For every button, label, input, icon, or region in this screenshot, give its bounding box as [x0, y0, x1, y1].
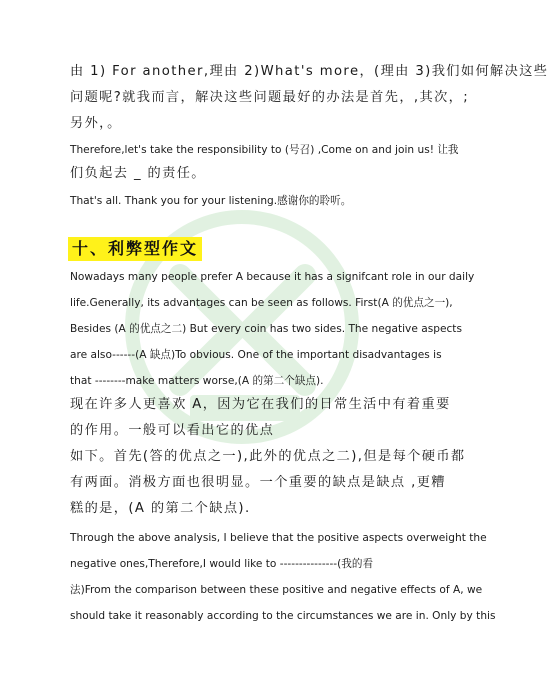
- text-line: 的作用。一般可以看出它的优点: [70, 423, 275, 438]
- text-line: Therefore,let's take the responsibility to (号召) ,Come on and join us! 让我: [70, 144, 459, 156]
- text-line: Nowadays many people prefer A because it has a signifcant role in our daily: [70, 271, 475, 283]
- text-line: life.Generally, its advantages can be seen as follows. First(A 的优点之一),: [70, 297, 453, 309]
- text-line: negative ones,Therefore,I would like to ---------------(我的看: [70, 558, 374, 570]
- text-line: 们负起去 _ 的责任。: [70, 166, 206, 181]
- text-line: 有两面。消极方面也很明显。一个重要的缺点是缺点 ,更糟: [70, 475, 446, 490]
- text-line: 由 1) For another,理由 2)What's more，(理由 3)我们如何解决这些: [70, 64, 548, 79]
- text-line: 糕的是，(A 的第二个缺点).: [70, 501, 251, 516]
- text-line: 另外，。: [70, 116, 122, 131]
- text-line: Besides (A 的优点之二) But every coin has two sides. The negative aspects: [70, 323, 462, 335]
- text-line: Through the above analysis, I believe that the positive aspects overweight the: [70, 532, 487, 544]
- text-line: that --------make matters worse,(A 的第二个缺点).: [70, 375, 324, 387]
- section-heading: 十、利弊型作文: [68, 237, 202, 261]
- text-line: 问题呢?就我而言，解决这些问题最好的办法是首先，,其次，;: [70, 90, 470, 105]
- text-line: are also------(A 缺点)To obvious. One of the important disadvantages is: [70, 349, 442, 361]
- text-line: That's all. Thank you for your listening.感谢你的聆听。: [70, 195, 352, 207]
- text-line: 法)From the comparison between these positive and negative effects of A, we: [70, 584, 483, 596]
- text-line: 现在许多人更喜欢 A，因为它在我们的日常生活中有着重要: [70, 397, 451, 412]
- text-line: 如下。首先(答的优点之一),此外的优点之二),但是每个硬币都: [70, 449, 466, 464]
- text-line: should take it reasonably according to the circumstances we are in. Only by this: [70, 610, 496, 622]
